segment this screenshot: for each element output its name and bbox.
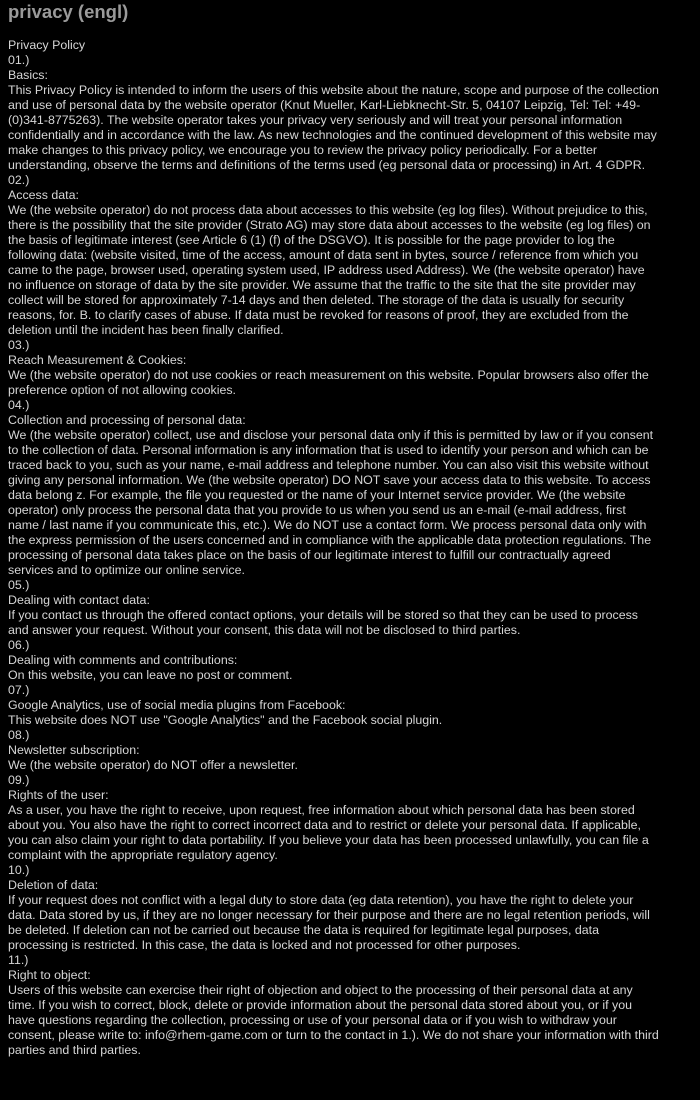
section-title: Collection and processing of personal data: <box>8 413 246 427</box>
page-title: privacy (engl) <box>8 1 129 22</box>
section-06 <box>8 638 659 683</box>
section-number: 04.) <box>8 398 30 412</box>
section-title: Google Analytics, use of social media plugins from Facebook: <box>8 698 346 712</box>
section-number: 08.) <box>8 728 30 742</box>
section-body: We (the website operator) collect, use and disclose your personal data only if this is permitted by law or if you consent to the collection of data. Personal information is any information that is used to identify your person and which can be traced back to you, such as your name, e-mail address and telephone number. You can also visit this website without giving any personal information. We (the website operator) DO NOT save your access data to this website. To access data belong z. For example, the file you requested or the name of your Internet service provider. We (the website operator) only process the personal data that you provide to us when you send us an e-mail (e-mail address, first name / last name if you communicate this, etc.). We do NOT use a contact form. We process personal data only with the express permission of the users concerned and in compliance with the applicable data protection regulations. The processing of personal data takes place on the basis of our legitimate interest to fulfill our contractually agreed services and to optimize our online service. <box>8 428 654 577</box>
section-number: 02.) <box>8 173 30 187</box>
section-title: Newsletter subscription: <box>8 743 140 757</box>
section-number: 03.) <box>8 338 30 352</box>
section-number: 07.) <box>8 683 30 697</box>
section-title: Rights of the user: <box>8 788 109 802</box>
section-title: Dealing with contact data: <box>8 593 150 607</box>
section-body: On this website, you can leave no post or comment. <box>8 668 293 682</box>
section-number: 09.) <box>8 773 30 787</box>
section-01 <box>8 53 659 173</box>
section-title: Access data: <box>8 188 79 202</box>
section-04 <box>8 398 659 578</box>
section-title: Deletion of data: <box>8 878 99 892</box>
section-body: If you contact us through the offered contact options, your details will be stored so that they can be used to process and answer your request. Without your consent, this data will not be disclosed to third parties. <box>8 608 639 637</box>
section-10 <box>8 863 659 953</box>
section-number: 01.) <box>8 53 30 67</box>
document-heading: Privacy Policy <box>8 38 86 52</box>
section-body: This Privacy Policy is intended to inform the users of this website about the nature, scope and purpose of the collection and use of personal data by the website operator (Knut Mueller, Karl-Liebknecht-Str. 5, 04107 Leipzig, Tel: Tel: +49-(0)341-8775263). The website operator takes your privacy very seriously and will treat your personal information confidentially and in accordance with the law. As new technologies and the continued development of this website may make changes to this privacy policy, we encourage you to review the privacy policy periodically. For a better understanding, observe the terms and definitions of the terms used (eg personal data or processing) in Art. 4 GDPR. <box>8 83 659 172</box>
section-07 <box>8 683 659 728</box>
section-number: 10.) <box>8 863 30 877</box>
section-number: 05.) <box>8 578 30 592</box>
section-09 <box>8 773 659 863</box>
section-title: Reach Measurement & Cookies: <box>8 353 187 367</box>
section-body: As a user, you have the right to receive, upon request, free information about which personal data has been stored about you. You also have the right to correct incorrect data and to restrict or delete your personal data. If applicable, you can also claim your right to data portability. If you believe your data has been processed unlawfully, you can file a complaint with the appropriate regulatory agency. <box>8 803 649 862</box>
section-title: Basics: <box>8 68 48 82</box>
section-number: 06.) <box>8 638 30 652</box>
section-body: We (the website operator) do not use cookies or reach measurement on this website. Popular browsers also offer the preference option of not allowing cookies. <box>8 368 649 397</box>
privacy-content <box>8 38 659 1058</box>
section-number: 11.) <box>8 953 29 967</box>
section-body: Users of this website can exercise their right of objection and object to the processing of their personal data at any time. If you wish to correct, block, delete or provide information about the personal data stored about you, or if you have questions regarding the collection, processing or use of your personal data or if you wish to withdraw your consent, please write to: info@rhem-game.com or turn to the contact in 1.). We do not share your information with third parties and third parties. <box>8 983 659 1057</box>
section-title: Dealing with comments and contributions: <box>8 653 238 667</box>
section-05 <box>8 578 659 638</box>
section-title: Right to object: <box>8 968 91 982</box>
section-11 <box>8 953 659 1058</box>
section-body: This website does NOT use "Google Analytics" and the Facebook social plugin. <box>8 713 443 727</box>
section-body: We (the website operator) do NOT offer a newsletter. <box>8 758 298 772</box>
section-08 <box>8 728 659 773</box>
section-body: If your request does not conflict with a legal duty to store data (eg data retention), you have the right to delete your data. Data stored by us, if they are no longer necessary for their purpose and there are no legal retention periods, will be deleted. If deletion can not be carried out because the data is required for legitimate legal purposes, data processing is restricted. In this case, the data is locked and not processed for other purposes. <box>8 893 650 952</box>
section-03 <box>8 338 659 398</box>
section-body: We (the website operator) do not process data about accesses to this website (eg log files). Without prejudice to this, there is the possibility that the site provider (Strato AG) may store data about accesses to the website (eg log files) on the basis of legitimate interest (see Article 6 (1) (f) of the DSGVO). It is possible for the page provider to log the following data: (website visited, time of the access, amount of data sent in bytes, source / reference from which you came to the page, browser used, operating system used, IP address used Address). We (the website operator) have no influence on storage of data by the site provider. We assume that the traffic to the site that the site provider may collect will be stored for approximately 7-14 days and then deleted. The storage of the data is usually for security reasons, for. B. to clarify cases of abuse. If data must be revoked for reasons of proof, they are excluded from the deletion until the incident has been finally clarified. <box>8 203 651 337</box>
section-02 <box>8 173 659 338</box>
